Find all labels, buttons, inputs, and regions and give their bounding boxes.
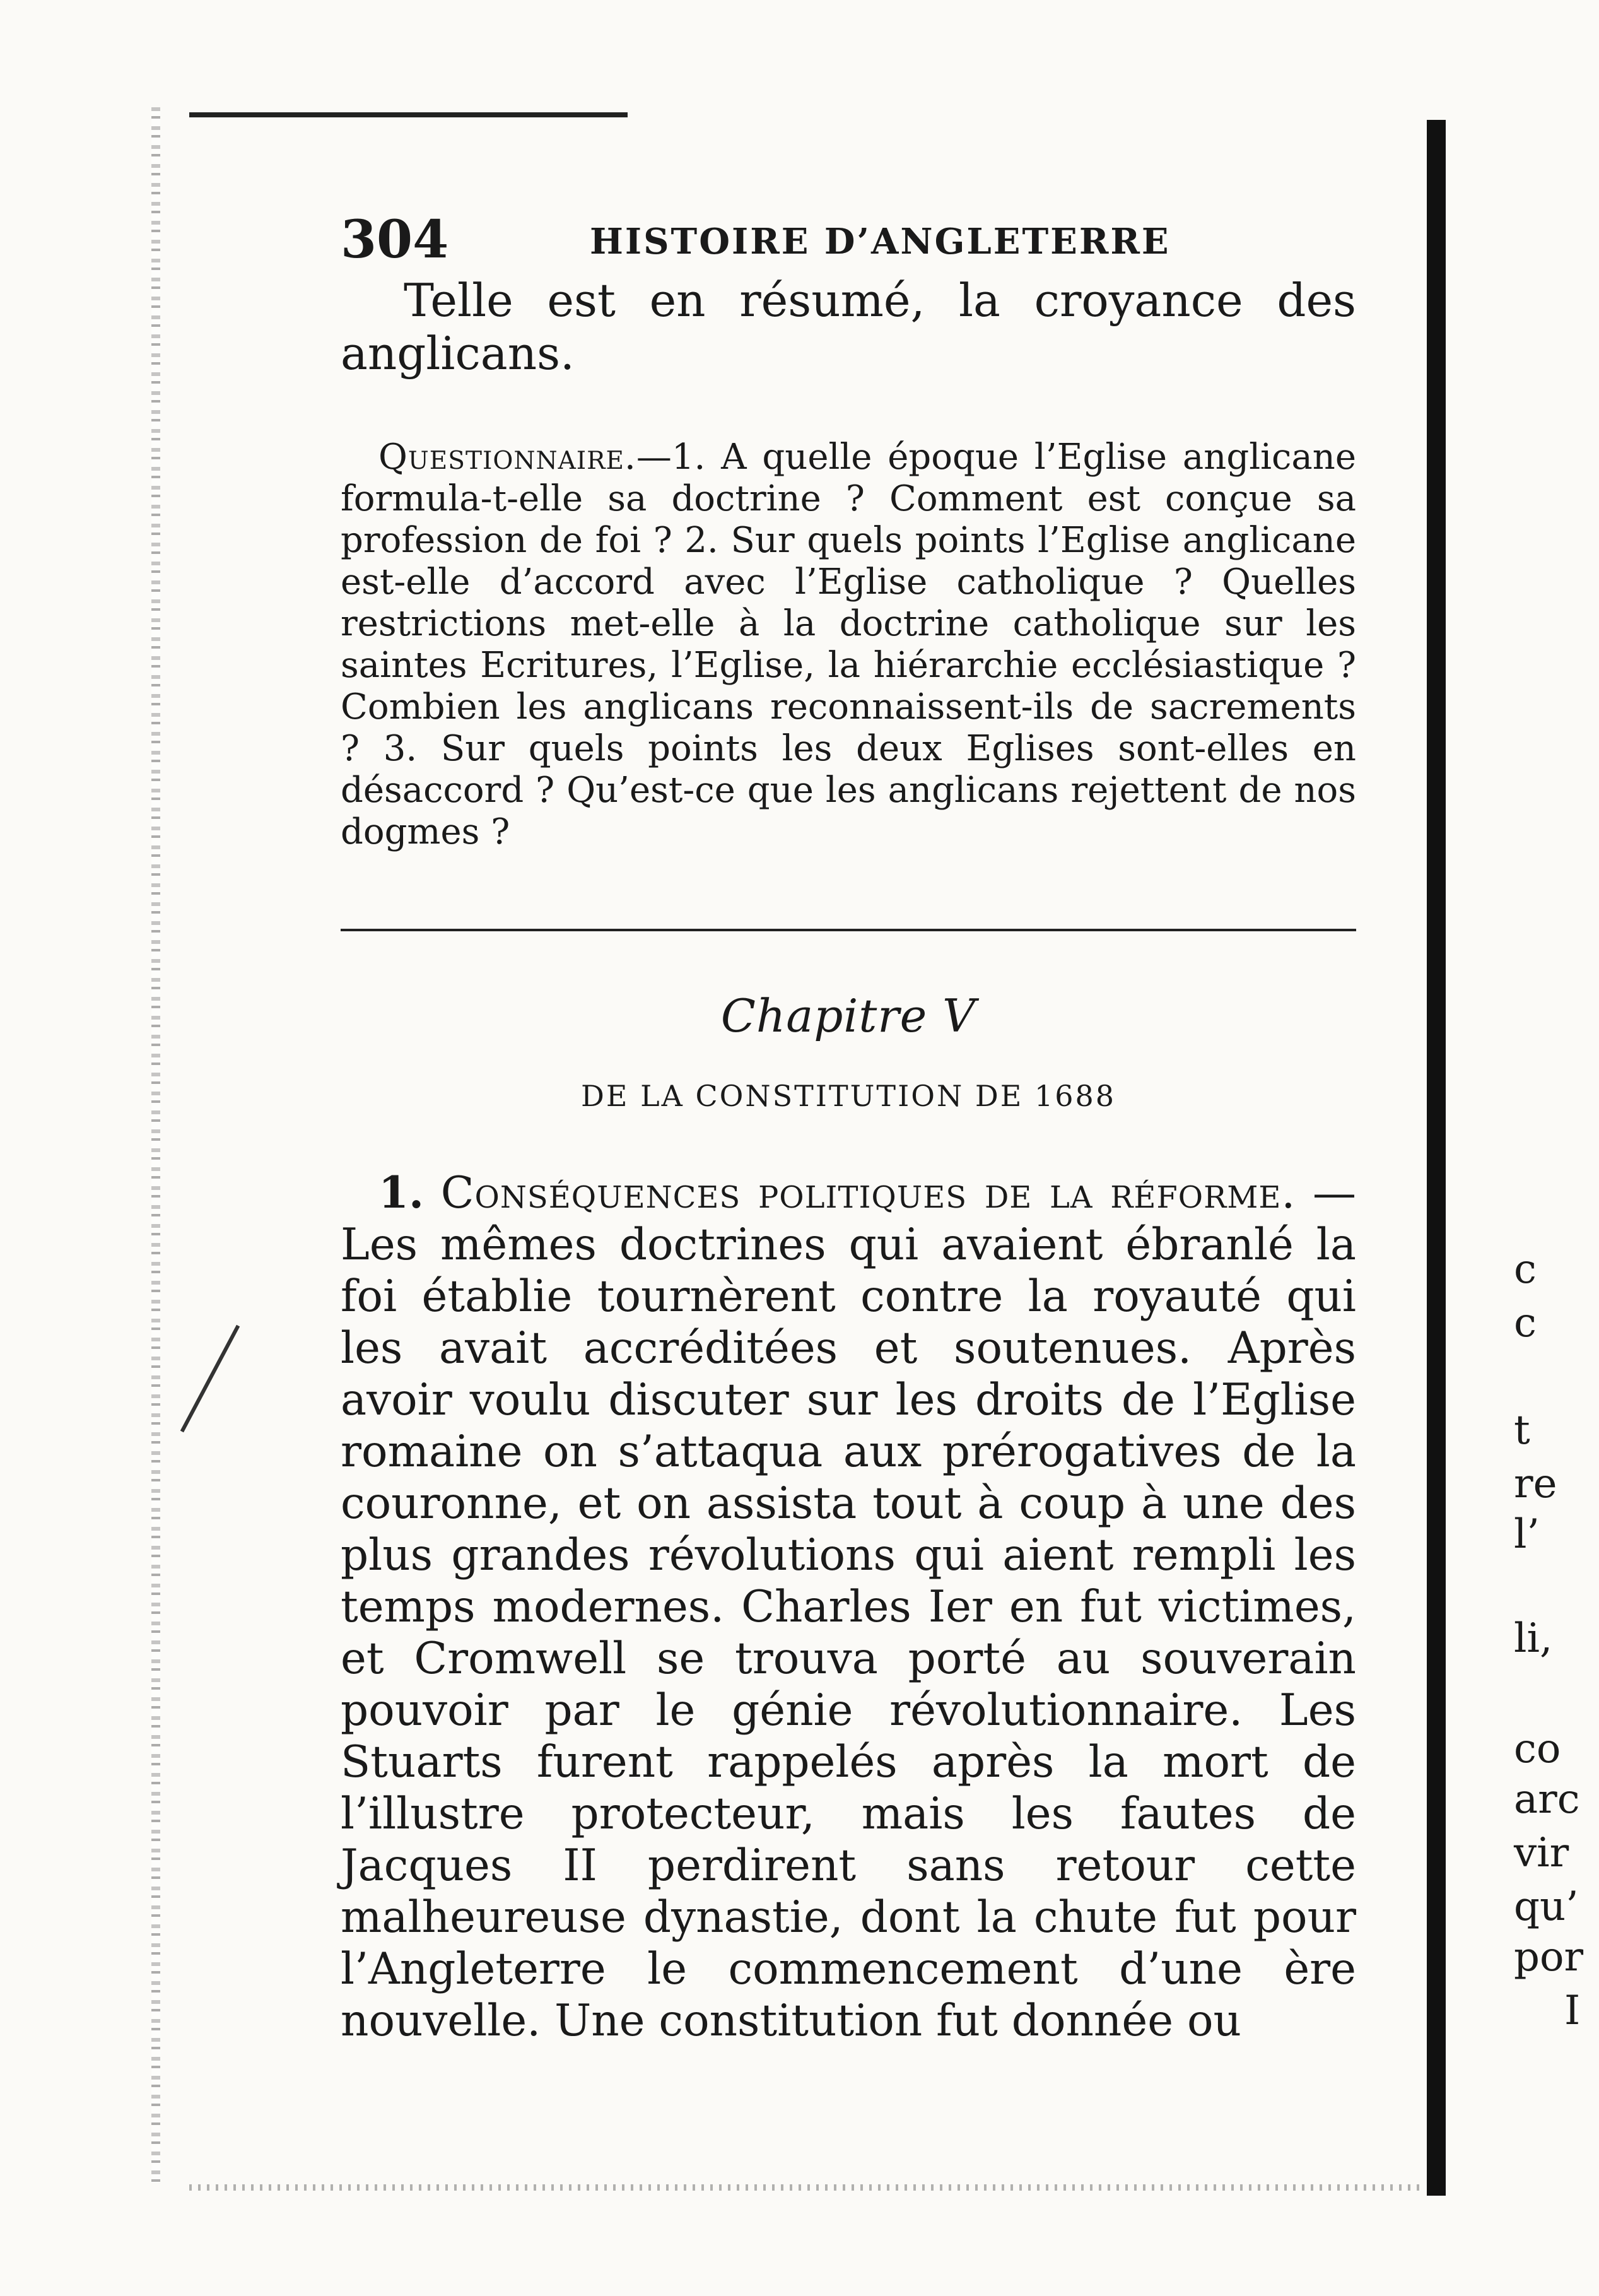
- bleed-fragment: c: [1514, 1300, 1537, 1346]
- bleed-fragment: qu’: [1514, 1883, 1579, 1930]
- bottom-edge-noise: [189, 2184, 1426, 2191]
- section-number: 1.: [378, 1167, 425, 1218]
- bleed-fragment: vir: [1514, 1830, 1569, 1876]
- bleed-fragment: re: [1514, 1461, 1557, 1507]
- page-header: [341, 196, 1356, 270]
- section-title: Conséquences politiques de la réforme.: [440, 1168, 1296, 1218]
- page-edge-left: [151, 107, 160, 2183]
- running-head: HISTOIRE D’ANGLETERRE: [590, 221, 1171, 262]
- pen-mark: [180, 1325, 240, 1433]
- bleed-fragment: co: [1514, 1726, 1561, 1772]
- top-border-rule: [189, 112, 628, 117]
- bleed-fragment: l’: [1514, 1511, 1540, 1558]
- questionnaire-text: —1. A quelle époque l’Eglise anglicane formula-t-elle sa doctrine ? Comment est conçue sa profession de foi ? 2. Sur quels points l’Eglise anglicane est-elle d’accord avec l’Eglise catholique ? Quelles restrictions met-elle à la doctrine catholique sur les saintes Ecritures, l’Eglise, la hiérarchie ecclésiastique ? Combien les anglicans reconnaissent-ils de sacrements ? 3. Sur quels points les deux Eglises sont-elles en désaccord ? Qu’est-ce que les anglicans rejettent de nos dogmes ?: [341, 437, 1356, 852]
- bleed-fragment: por: [1514, 1934, 1584, 1981]
- questionnaire: [341, 437, 1356, 853]
- section-divider: [341, 929, 1356, 931]
- opening-paragraph: Telle est en résumé, la croyance des anglicans.: [341, 274, 1356, 380]
- bleed-fragment: li,: [1514, 1615, 1553, 1662]
- bleed-fragment: c: [1514, 1246, 1537, 1293]
- questionnaire-label: Questionnaire.: [378, 437, 636, 478]
- bleed-fragment: t: [1514, 1407, 1530, 1454]
- right-border-rule: [1427, 120, 1446, 2196]
- section-text: — Les mêmes doctrines qui avaient ébranlé la foi établie tournèrent contre la royauté qui les avait accréditées et soutenues. Après avoir voulu discuter sur les droits de l’Eglise romaine on s’attaqua aux prérogatives de la couronne, et on assista tout à coup à une des plus grandes révolutions qui aient rempli les temps modernes. Charles Ier en fut victimes, et Cromwell se trouva porté au souverain pouvoir par le génie révolutionnaire. Les Stuarts furent rappelés après la mort de l’illustre protecteur, mais les fautes de Jacques II perdirent sans retour cette malheureuse dynastie, dont la chute fut pour l’Angleterre le commencement d’une ère nouvelle. Une constitution fut donnée ou: [341, 1168, 1357, 2046]
- page-body: [341, 196, 1356, 2047]
- chapter-subtitle: DE LA CONSTITUTION DE 1688: [580, 1079, 1116, 1113]
- page-number: 304: [341, 209, 449, 270]
- bleed-fragment: I: [1564, 1987, 1581, 2034]
- chapter-title: Chapitre V: [720, 989, 976, 1042]
- section-1: [341, 1167, 1356, 2047]
- bleed-fragment: arc: [1514, 1776, 1580, 1823]
